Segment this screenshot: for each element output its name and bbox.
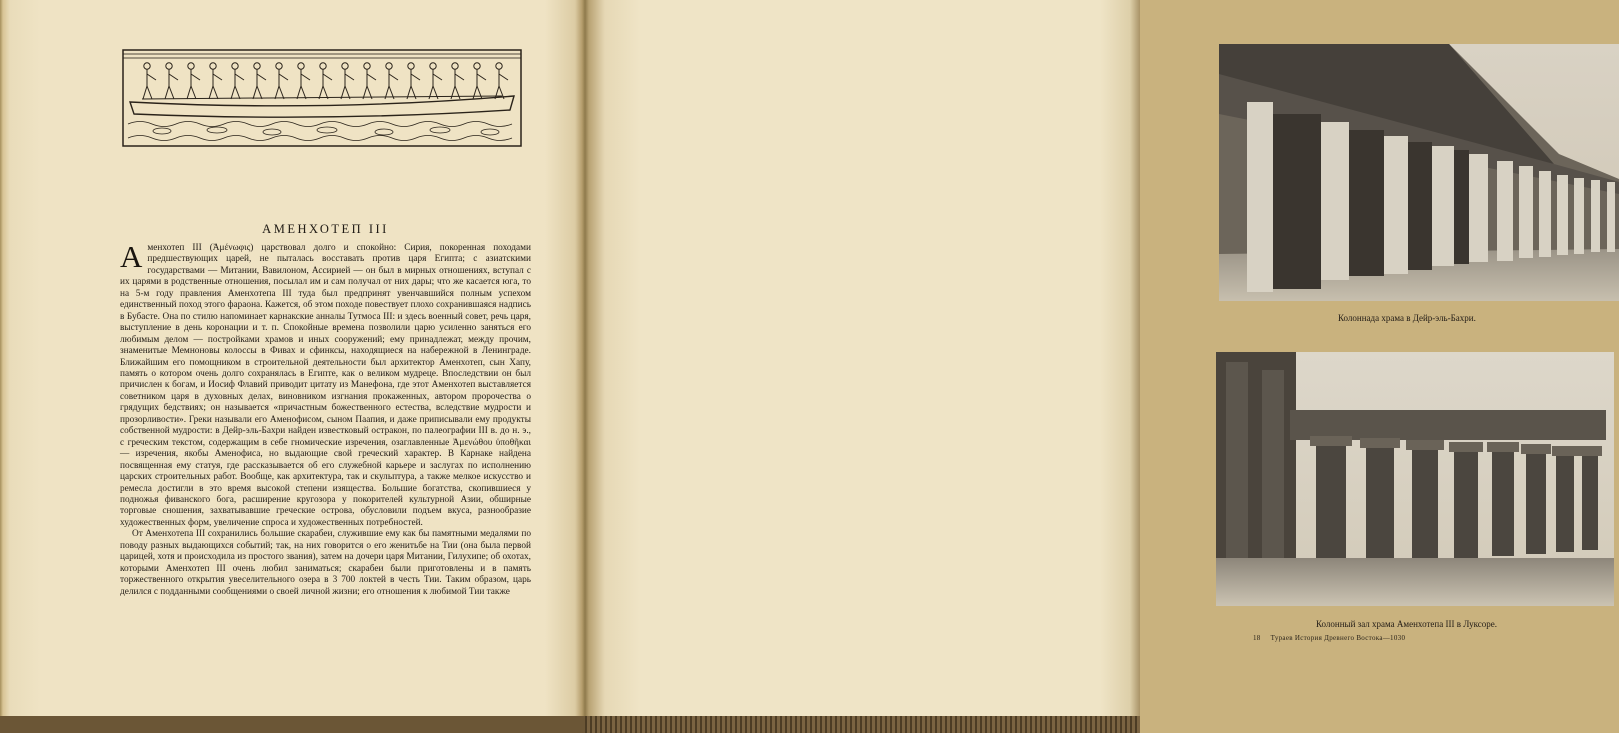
left-page [0, 0, 584, 716]
paragraph-1 [120, 239, 531, 529]
hypostyle-hall-photo [1216, 352, 1614, 606]
caption-colonnade: Колоннада храма в Дейр-эль-Бахри. [1338, 313, 1476, 323]
footer-book-info: Тураев История Древнего Востока—1030 [1270, 634, 1406, 642]
book-bottom-edge [0, 716, 1140, 733]
chapter-title: АМЕНХОТЕП III [262, 222, 389, 236]
right-page [586, 0, 1497, 716]
paragraph-2: От Аменхотепа III сохранились большие скарабеи, служившие ему как бы памятными медалями по поводу разных выдающихся событий; так, на них говорится о его женитьбе на Тии (она была первой царицей, хотя и происходила из простого звания), затем на дочери царя Митании, Гилухипе; об охотах, которыми Аменхотеп III очень любил заниматься; скарабеи были приготовлены и в память торжественного открытия увеселительного озера в 3 700 локтей в честь Тии. Таким образом, царь делился с подданными сообщениями о своей личной жизни; его отношения к любимой Тии также [120, 529, 531, 597]
paragraph-1-text: менхотеп III (Ἀμένωφις) царствовал долго и спокойно: Сирия, покоренная походами предшествующих царей, не пыталась восставать против царя Египта; с азиатскими государствами — Митании, Вавилоном, Ассирией — он был в мирных отношениях, вступал с их царями в родственные отношения, посылал им и сам получал от них дары; что же касается юга, то на 5-м году правления Аменхотепа III туда был предпринят увенчавшийся полным успехом единственный поход этого фараона. Кажется, об этом походе повествует плохо сохранившаяся надпись в Бубасте. Она по стилю напоминает карнакские анналы Тутмоса III: и здесь военный совет, речь царя, выступление в день коронации и т. п. Спокойные времена позволили царю усиленно заняться его любимым делом — постройками храмов и иных сооружений; ему принадлежат, между прочим, знаменитые Мемноновы колоссы в Фивах и сфинксы, находящиеся на набережной в Ленинграде. Ближайшим его помощником в строительной деятельности был архитектор Аменхотеп, сын Хапу, память о котором очень долго сохранялась в Египте, как о великом мудреце. Впоследствии он был причислен к богам, и Иосиф Флавий приводит цитату из Манефона, где этот Аменхотеп выставляется советником царя в духовных делах, виновником изгнания прокаженных, автором пророчества о грядущих бедствиях; он называется «причастным божественного естества, вследствие мудрости и прозорливости». Греки называли его Аменофисом, сыном Паапия, и даже приписывали ему продукты собственной мудрости: в Дейр-эль-Бахри найден известковый остракон, по палеографии III в. до н. э., с греческим текстом, содержащим в себе гномические изречения, озаглавленные Ἀμενώθου ὑποθῆκαι — изречения, якобы Аменофиса, но выдающие свой греческий характер. В Карнаке найдена посвященная ему статуя, где рассказывается об его служебной карьере и заслугах по исполнению царских строительных работ. Вообще, как архитектура, так и скульптура, а также мелкое искусство и ремесла достигли в это время высокой степени изящества. Большие богатства, скопившиеся у подножья фиванского бога, расширение кругозора у покорителей культурной Азии, обширные торговые сношения, захватывавшие греческие острова, обусловили подъем вкуса, разнообразие художественных форм, увеличение спроса и художественных потребностей. [120, 243, 531, 528]
egyptian-frieze-illustration [122, 44, 522, 148]
body-text [120, 239, 531, 663]
signature-number: 18 [1253, 634, 1261, 642]
caption-hypostyle-hall: Колонный зал храма Аменхотепа III в Луксоре. [1316, 619, 1497, 629]
drop-cap: А [120, 239, 143, 274]
page-footer [1253, 634, 1415, 642]
colonnade-photo [1219, 44, 1619, 301]
